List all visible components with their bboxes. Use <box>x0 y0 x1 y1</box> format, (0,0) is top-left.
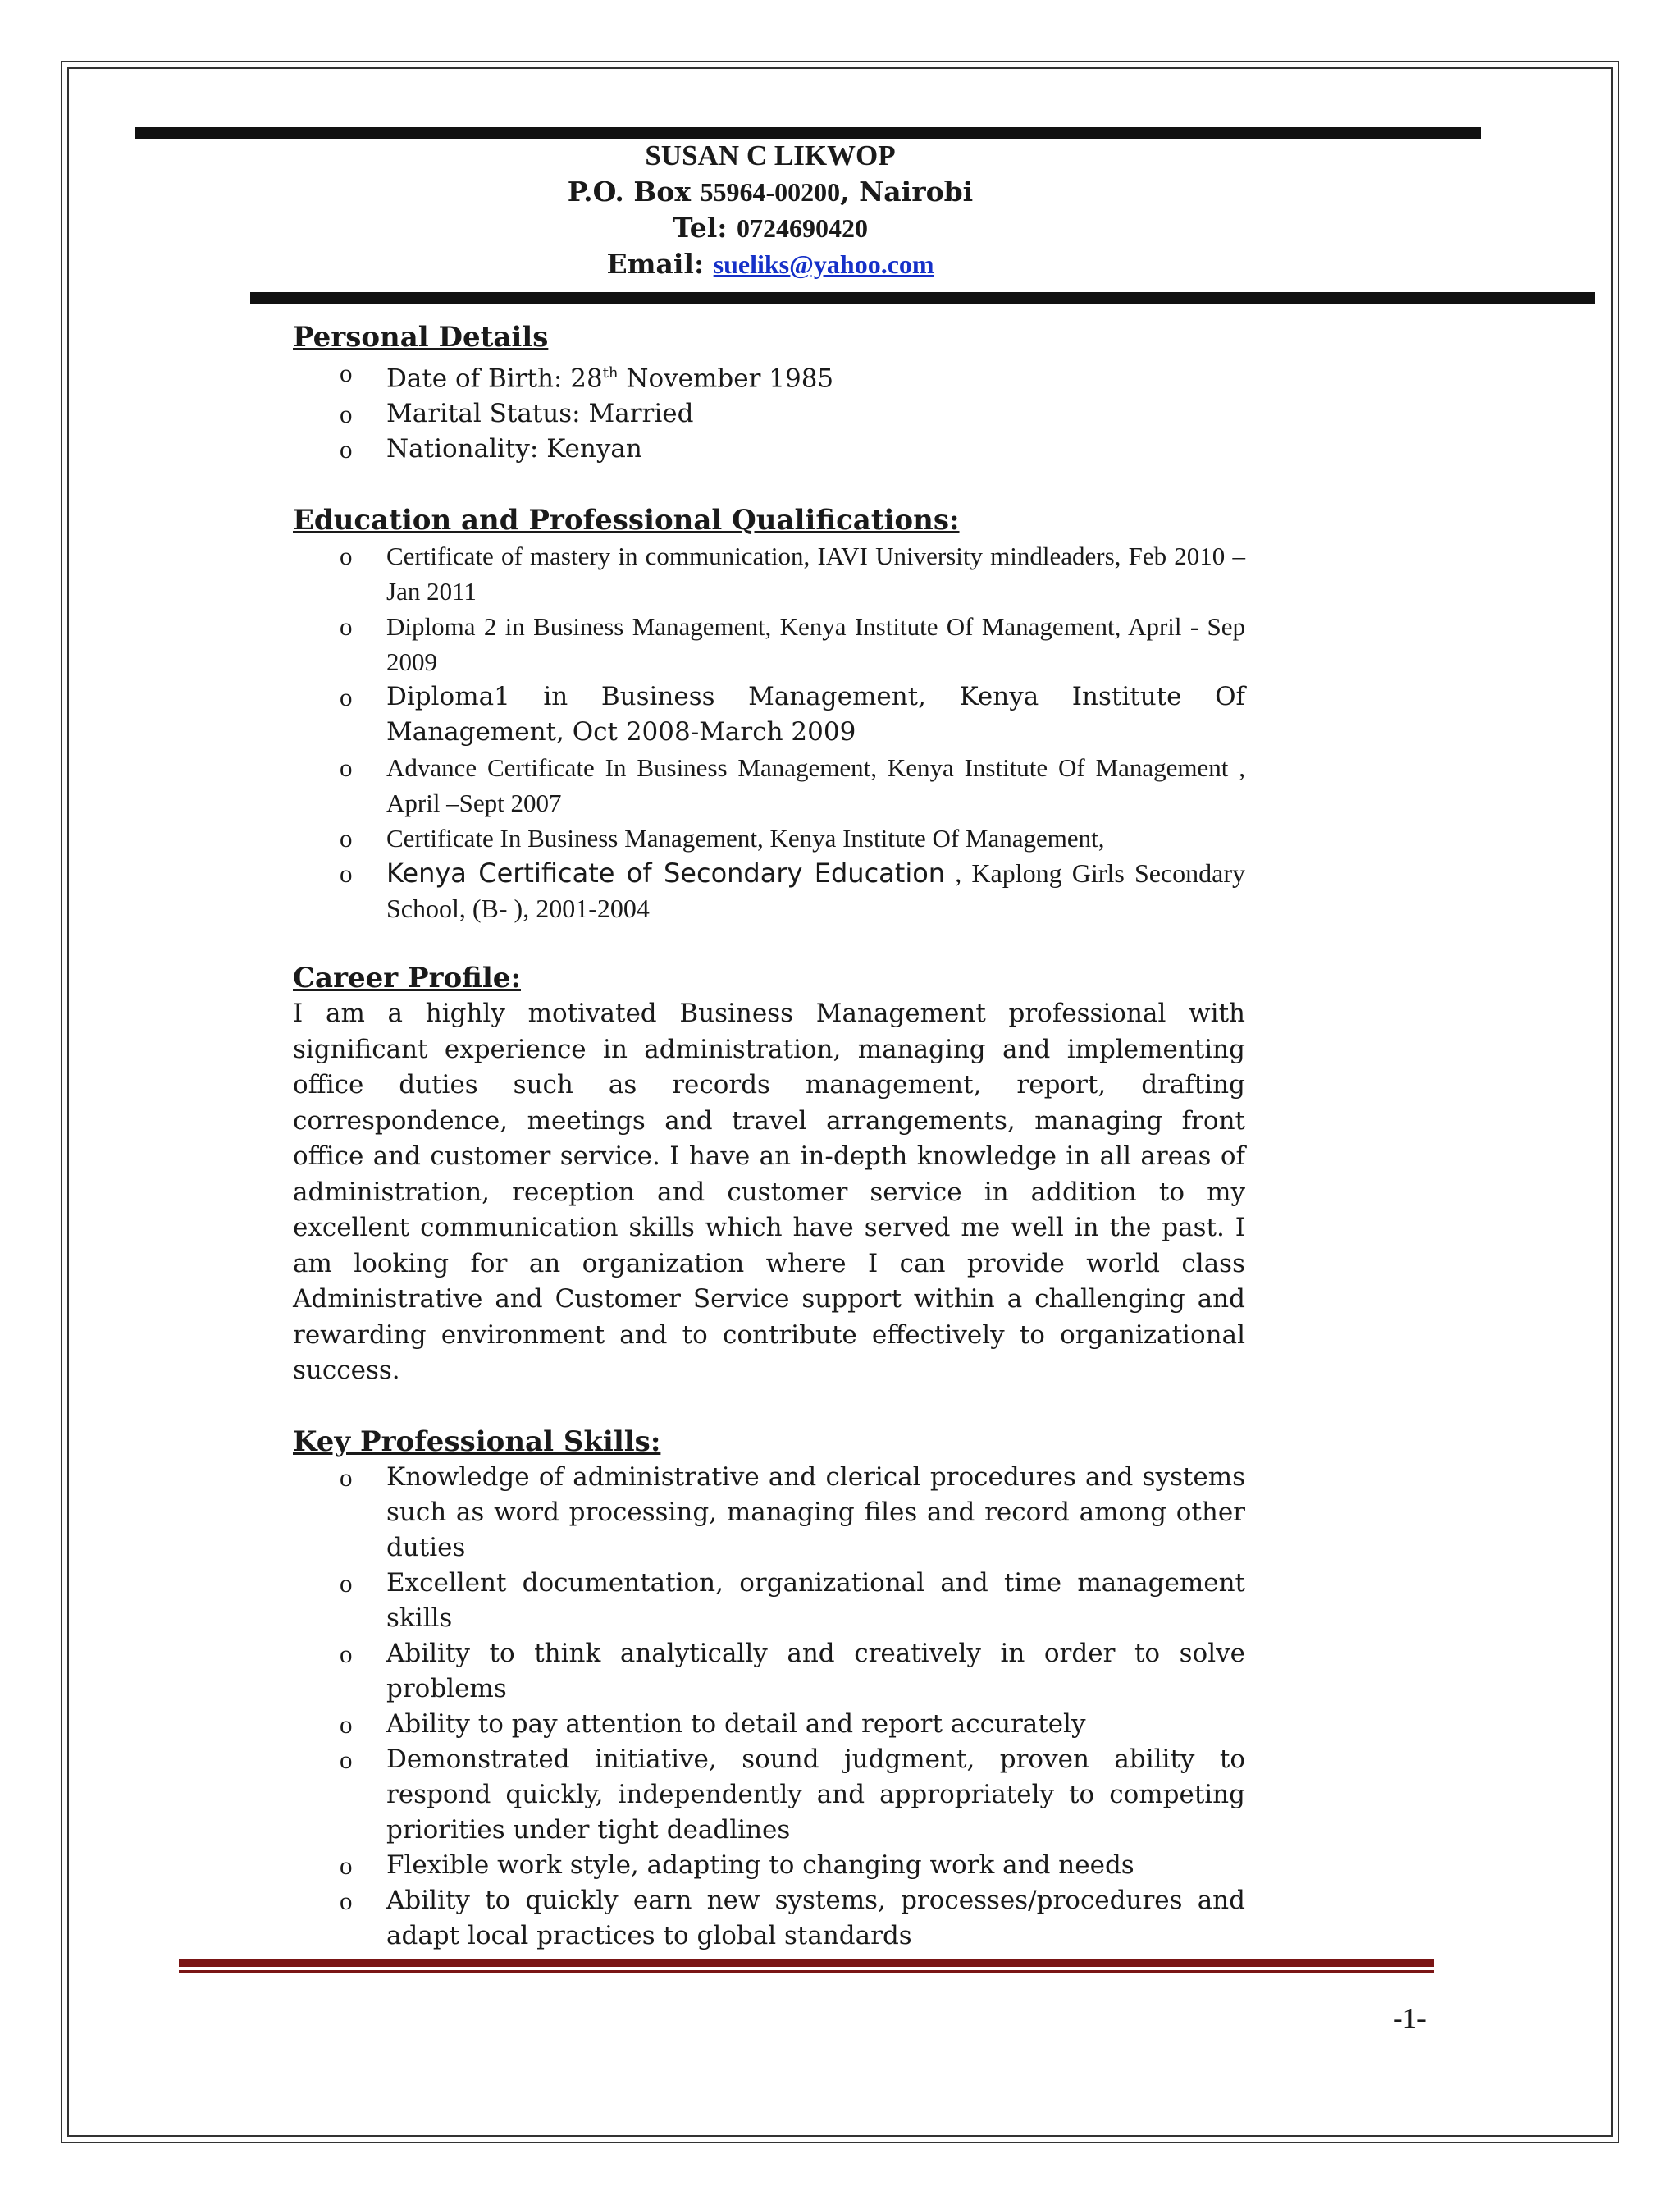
bullet-icon: o <box>340 859 353 889</box>
qualification-text: Diploma 2 in Business Management, Kenya Institute Of Management, April - Sep 2009 <box>386 612 1245 677</box>
list-item <box>293 1742 1245 1848</box>
list-item <box>293 1636 1245 1707</box>
marital-status: Marital Status: Married <box>386 399 694 429</box>
bullet-icon: o <box>340 1709 353 1739</box>
address-city: , Nairobi <box>840 176 974 208</box>
list-item <box>293 1566 1245 1636</box>
section-title-career: Career Profile: <box>293 962 521 995</box>
spacer <box>293 926 1245 961</box>
dob-month-year: November 1985 <box>618 364 834 394</box>
list-item <box>293 1707 1245 1742</box>
skill-text: Ability to think analytically and creatively in order to solve problems <box>386 1638 1245 1703</box>
career-profile-text: I am a highly motivated Business Management professional with significant experience in administration, managing and implementing office duties such as records management, report, drafting correspondence, meetings and travel arrangements, managing front office and customer service. I have an in-depth knowledge in all areas of administration, reception and customer service in addition to my excellent communication skills which have served me well in the past. I am looking for an organization where I can provide world class Administrative and Customer Service support within a challenging and rewarding environment and to contribute effectively to organizational success. <box>293 999 1245 1386</box>
telephone <box>328 210 1212 246</box>
bullet-icon: o <box>340 1744 353 1774</box>
dob-text: Date of Birth: 28 <box>386 364 603 394</box>
footer-rule-thin <box>179 1970 1434 1973</box>
skill-text: Knowledge of administrative and clerical procedures and systems such as word processing, managing files and record among other duties <box>386 1461 1245 1562</box>
spacer <box>293 467 1245 503</box>
bullet-icon: o <box>340 359 353 387</box>
list-item <box>293 856 1245 926</box>
bullet-icon: o <box>340 1639 353 1668</box>
list-item <box>293 1883 1245 1954</box>
address-label: P.O. Box <box>567 176 701 208</box>
list-item <box>293 679 1245 750</box>
section-title-personal: Personal Details <box>293 321 549 354</box>
skill-text: Ability to pay attention to detail and report accurately <box>386 1708 1086 1739</box>
bullet-icon: o <box>340 612 353 642</box>
tel-number: 0724690420 <box>736 213 868 243</box>
list-item <box>293 1460 1245 1566</box>
qualification-text: Advance Certificate In Business Management, Kenya Institute Of Management , April –Sept 2007 <box>386 753 1245 818</box>
bullet-icon: o <box>340 1886 353 1915</box>
bullet-icon: o <box>340 1568 353 1598</box>
skills-list <box>293 1460 1245 1954</box>
list-item <box>293 1848 1245 1883</box>
bullet-icon: o <box>340 753 353 783</box>
personal-details-list <box>293 355 1245 467</box>
bullet-icon: o <box>340 683 353 712</box>
list-item <box>293 432 1245 467</box>
qualification-text: Certificate of mastery in communication, IAVI University mindleaders, Feb 2010 –Jan 2011 <box>386 542 1245 606</box>
header-rule-top <box>135 127 1481 139</box>
kcse-details: , Kaplong Girls Secondary School, (B- ), 2001-2004 <box>386 858 1246 924</box>
footer-rule <box>179 1959 1434 1973</box>
contact-header <box>328 138 1212 282</box>
spacer <box>293 1389 1245 1424</box>
resume-body <box>293 320 1245 1954</box>
bullet-icon: o <box>340 542 353 571</box>
list-item <box>293 750 1245 821</box>
list-item <box>293 396 1245 432</box>
kcse-title: Kenya Certificate of Secondary Education <box>386 857 946 889</box>
list-item <box>293 355 1245 396</box>
footer-rule-thick <box>179 1959 1434 1967</box>
skill-text: Excellent documentation, organizational and time management skills <box>386 1567 1245 1633</box>
section-title-education: Education and Professional Qualifications: <box>293 504 960 537</box>
section-title-skills: Key Professional Skills: <box>293 1424 661 1458</box>
dob-ordinal: th <box>602 364 619 382</box>
bullet-icon: o <box>340 824 353 853</box>
bullet-icon: o <box>340 1462 353 1492</box>
bullet-icon: o <box>340 1850 353 1880</box>
bullet-icon: o <box>340 435 353 464</box>
qualification-text: Diploma1 in Business Management, Kenya Institute Of Management, Oct 2008-March 2009 <box>386 682 1245 748</box>
email <box>328 246 1212 282</box>
applicant-name: SUSAN C LIKWOP <box>645 139 896 171</box>
education-list <box>293 538 1245 926</box>
email-label: Email: <box>606 248 714 280</box>
email-link[interactable]: sueliks@yahoo.com <box>713 249 934 279</box>
list-item <box>293 821 1245 856</box>
postal-address <box>328 174 1212 210</box>
skill-text: Demonstrated initiative, sound judgment, proven ability to respond quickly, independently and appropriately to competing priorities under tight deadlines <box>386 1744 1245 1845</box>
page-number: -1- <box>1393 2002 1427 2034</box>
skill-text: Flexible work style, adapting to changing work and needs <box>386 1850 1134 1880</box>
list-item <box>293 538 1245 609</box>
address-number: 55964-00200 <box>700 177 841 207</box>
skill-text: Ability to quickly earn new systems, processes/procedures and adapt local practices to global standards <box>386 1885 1245 1950</box>
tel-label: Tel: <box>673 212 737 244</box>
header-rule-bottom <box>250 292 1595 304</box>
list-item <box>293 609 1245 679</box>
bullet-icon: o <box>340 400 353 429</box>
qualification-text: Certificate In Business Management, Kenya Institute Of Management, <box>386 824 1105 853</box>
nationality: Nationality: Kenyan <box>386 434 642 464</box>
